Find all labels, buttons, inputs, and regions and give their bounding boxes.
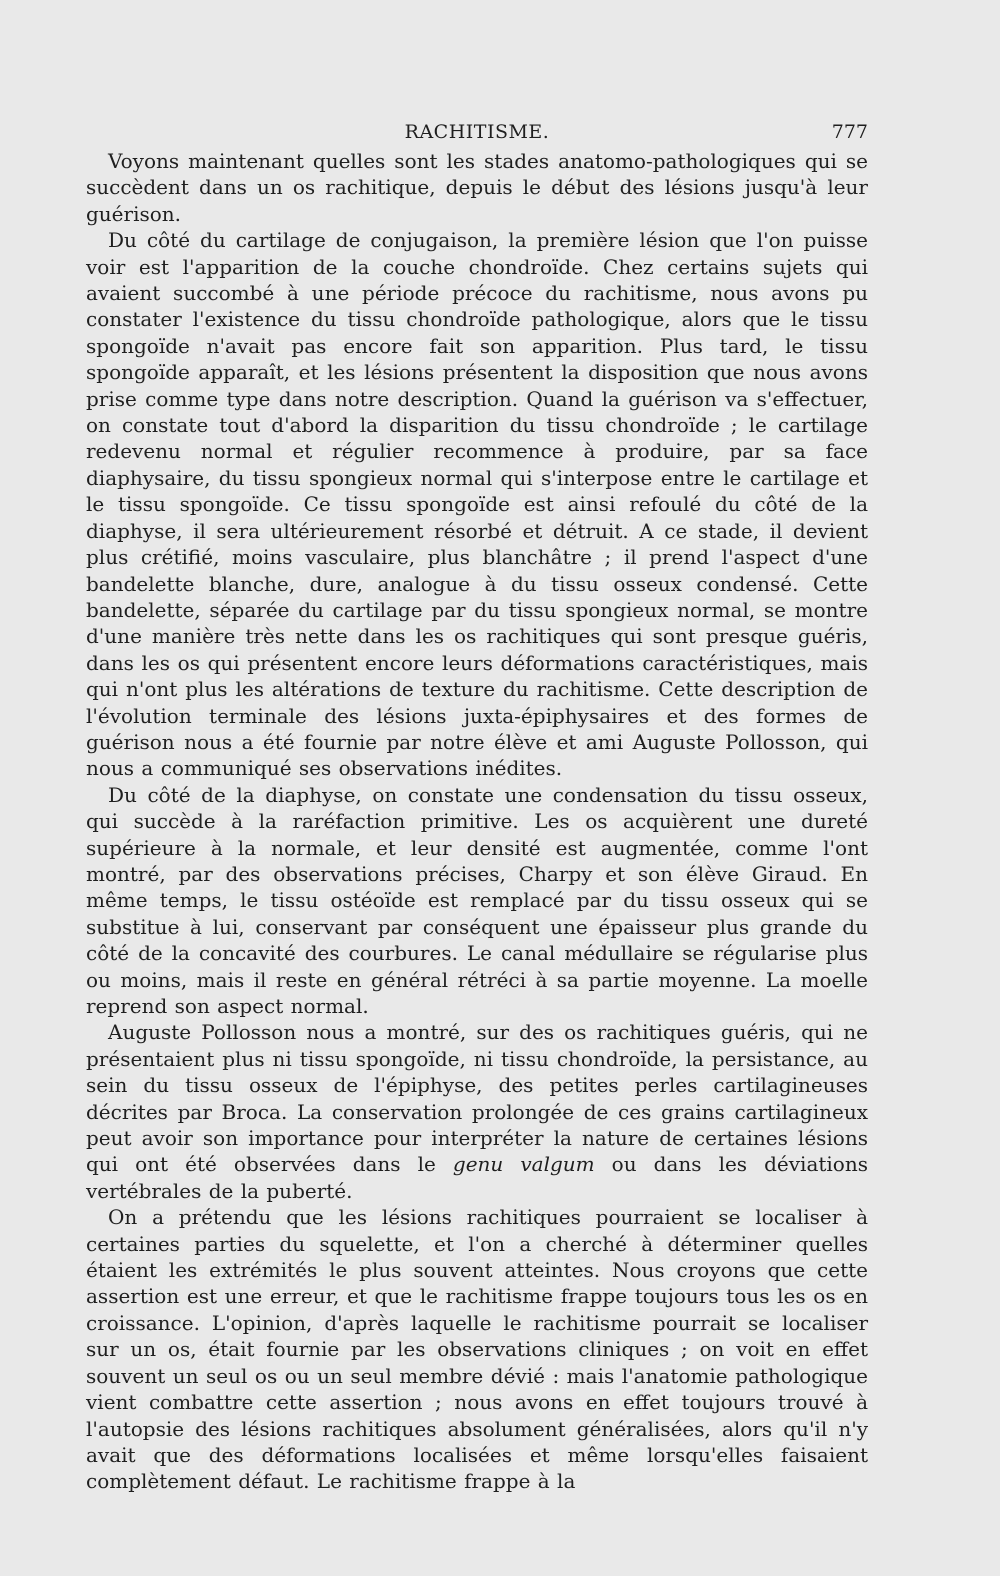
paragraph-localisation: On a prétendu que les lésions rachitiques pourraient se localiser à certaines parties du squelette, et l'on a cherché à déterminer quelles étaient les extrémités le plus souvent atteintes. Nous croyons que cette assertion est une erreur, et que le rachitisme frappe toujours tous les os en croissance. L'opinion, d'après laquelle le rachitisme pourrait se localiser sur un os, était fournie par les observations cliniques ; on voit en effet souvent un seul os ou un seul membre dévié : mais l'anatomie pathologique vient combattre cette assertion ; nous avons en effet toujours trouvé à l'autopsie des lésions rachitiques absolument généralisées, alors qu'il n'y avait que des déformations localisées et même lorsqu'elles faisaient complètement défaut. Le rachitisme frappe à la <box>86 1205 868 1494</box>
paragraph-cartilage: Du côté du cartilage de conjugaison, la première lésion que l'on puisse voir est l'apparition de la couche chondroïde. Chez certains sujets qui avaient succombé à une période précoce du rachitisme, nous avons pu constater l'existence du tissu chondroïde pathologique, alors que le tissu spongoïde n'avait pas encore fait son apparition. Plus tard, le tissu spongoïde apparaît, et les lésions présentent la disposition que nous avons prise comme type dans notre description. Quand la guérison va s'effectuer, on constate tout d'abord la disparition du tissu chondroïde ; le cartilage redevenu normal et régulier recommence à produire, par sa face diaphysaire, du tissu spongieux normal qui s'interpose entre le cartilage et le tissu spongoïde. Ce tissu spongoïde est ainsi refoulé du côté de la diaphyse, il sera ultérieurement résorbé et détruit. A ce stade, il devient plus crétifié, moins vasculaire, plus blanchâtre ; il prend l'aspect d'une bandelette blanche, dure, analogue à du tissu osseux condensé. Cette bandelette, séparée du cartilage par du tissu spongieux normal, se montre d'une manière très nette dans les os rachitiques qui sont presque guéris, dans les os qui présentent encore leurs déformations caractéristiques, mais qui n'ont plus les altérations de texture du rachitisme. Cette description de l'évolution terminale des lésions juxta-épiphysaires et des formes de guérison nous a été fournie par notre élève et ami Auguste Pollosson, qui nous a communiqué ses observations inédites. <box>86 228 868 781</box>
paragraph-pollosson-text-before: Auguste Pollosson nous a montré, sur des os rachitiques guéris, qui ne présentaient plus ni tissu spongoïde, ni tissu chondroïde, la persistance, au sein du tissu osseux de l'épiphyse, des petites perles cartilagineuses décrites par Broca. La conservation prolongée de ces grains cartilagineux peut avoir son importance pour interpréter la nature de certaines lésions qui ont été observées dans le <box>86 1020 868 1177</box>
paragraph-stages: Voyons maintenant quelles sont les stades anatomo-pathologiques qui se succèdent dans un os rachitique, depuis le début des lésions jusqu'à leur guérison. <box>86 149 868 226</box>
page-number: 777 <box>831 121 868 143</box>
paragraph-diaphysis: Du côté de la diaphyse, on constate une condensation du tissu osseux, qui succède à la raréfaction primitive. Les os acquièrent une dureté supérieure à la normale, et leur densité est augmentée, comme l'ont montré, par des observations précises, Charpy et son élève Giraud. En même temps, le tissu ostéoïde est remplacé par du tissu osseux qui se substitue à lui, conservant par conséquent une épaisseur plus grande du côté de la concavité des courbures. Le canal médullaire se régularise plus ou moins, mais il reste en général rétréci à sa partie moyenne. La moelle reprend son aspect normal. <box>86 782 868 1018</box>
body-text <box>86 148 868 1495</box>
running-title: RACHITISME. <box>404 121 550 143</box>
paragraph-pollosson <box>86 1019 868 1204</box>
paragraph-pollosson-text-after: ou dans les déviations vertébrales de la puberté. <box>86 1152 868 1203</box>
genu-valgum-italic: genu valgum <box>452 1152 595 1177</box>
running-header <box>86 118 868 146</box>
